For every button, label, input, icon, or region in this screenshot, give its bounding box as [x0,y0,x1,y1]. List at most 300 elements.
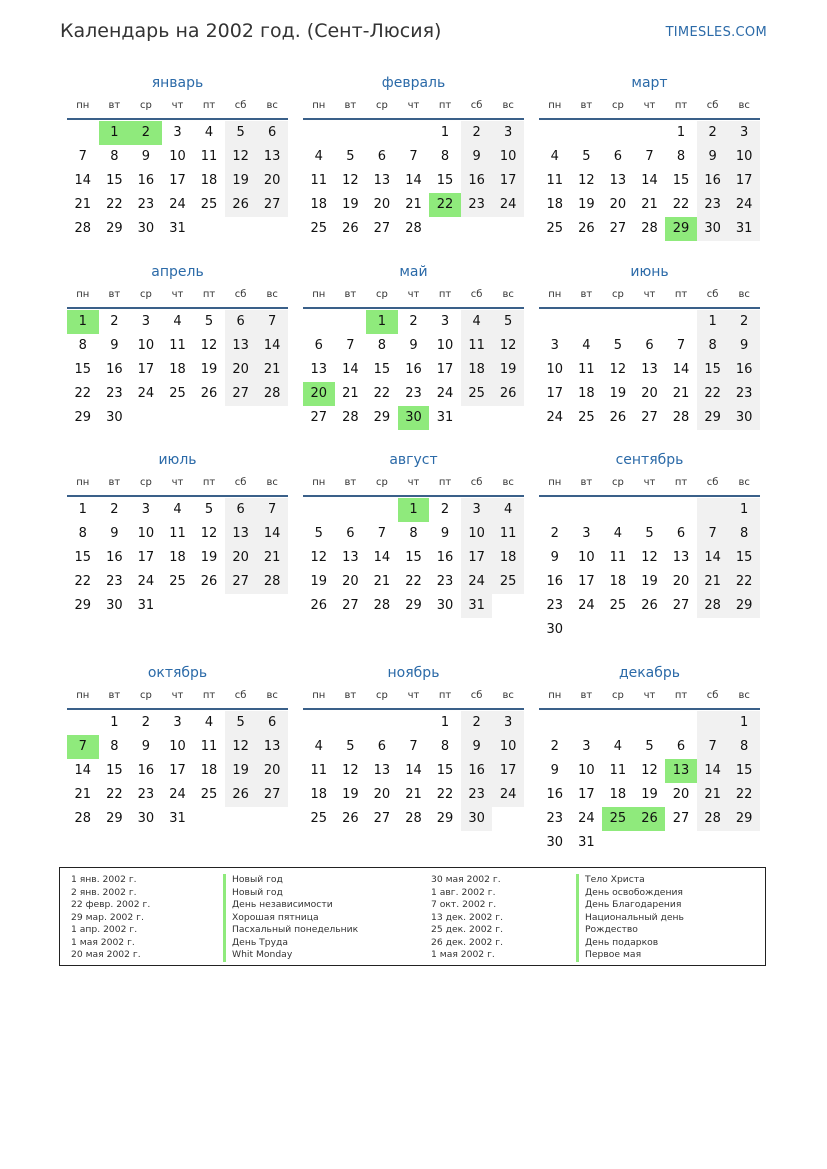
weekday-header [303,686,524,710]
day-cell: 2 [461,121,493,145]
day-cell: 6 [613,149,623,164]
day-cell: 21 [256,358,288,382]
day-cell: 4 [613,526,623,541]
holiday-date: 1 мая 2002 г. [431,949,495,960]
day-cell: 15 [74,550,92,565]
day-cell: 23 [546,598,564,613]
month-calendar [539,447,760,642]
day-cell: 28 [256,382,288,406]
brand-link[interactable]: TIMESLES.COM [665,25,767,40]
day-cell: 19 [200,550,218,565]
weekday-label: пн [76,100,90,111]
month-calendar [67,660,288,831]
empty-cell [398,121,430,145]
weekday-label: пт [202,477,216,488]
weekday-label: вт [580,477,593,488]
day-cell: 18 [609,787,627,802]
day-cell: 25 [310,221,328,236]
day-cell: 13 [225,334,257,358]
day-cell: 22 [697,382,729,406]
empty-cell [634,711,666,735]
day-cell: 22 [728,783,760,807]
day-cell: 10 [492,145,524,169]
day-cell: 26 [225,783,257,807]
day-cell: 28 [672,410,690,425]
day-cell: 25 [578,410,595,425]
day-cell: 2 [409,314,418,329]
day-cell: 18 [310,787,328,802]
day-cell: 24 [546,410,564,425]
empty-cell [602,831,634,855]
day-cell: 24 [436,386,454,401]
holiday-name: Тело Христа [576,874,684,887]
weekday-label: вт [344,289,357,300]
weekday-label: сб [234,100,247,111]
day-cell: 7 [78,149,87,164]
empty-cell [193,594,225,618]
day-cell: 3 [461,498,493,522]
day-cell: 1 [398,498,430,522]
day-cell: 17 [169,173,186,188]
day-cell: 3 [173,125,182,140]
day-cell: 16 [728,358,760,382]
day-cell: 1 [728,711,760,735]
weekday-header [67,473,288,497]
month-name: март [631,75,668,91]
day-cell: 19 [641,574,658,589]
empty-cell [366,711,398,735]
day-cell: 6 [225,498,257,522]
day-cell: 16 [461,759,493,783]
day-cell: 23 [728,382,760,406]
weekday-label: вт [108,477,121,488]
empty-cell [602,711,634,735]
day-cell: 30 [137,811,155,826]
weekday-label: чт [643,477,656,488]
day-cell: 11 [609,550,627,565]
day-cell: 18 [461,358,493,382]
day-cell: 26 [310,598,328,613]
day-cell: 4 [173,314,182,329]
holiday-name: Новый год [223,874,358,887]
weekday-label: пт [674,690,688,701]
day-cell: 27 [342,598,359,613]
day-cell: 30 [106,598,123,613]
weekday-label: сб [706,100,719,111]
days-grid [67,498,288,618]
day-cell: 23 [137,787,155,802]
empty-cell [539,121,571,145]
day-cell: 1 [110,715,119,730]
day-cell: 5 [613,338,623,353]
month-calendar [67,447,288,618]
day-cell: 25 [200,197,218,212]
empty-cell [429,217,461,241]
day-cell: 30 [697,217,729,241]
day-cell: 15 [728,759,760,783]
empty-cell [665,310,697,334]
day-cell: 13 [256,145,288,169]
day-cell: 21 [405,787,422,802]
day-cell: 15 [74,362,92,377]
day-cell: 23 [461,783,493,807]
empty-cell [697,711,729,735]
day-cell: 29 [728,807,760,831]
day-cell: 18 [169,550,186,565]
day-cell: 14 [74,173,92,188]
day-cell: 11 [609,763,627,778]
day-cell: 11 [310,763,328,778]
weekday-label: чт [643,100,656,111]
weekday-label: пт [202,100,216,111]
day-cell: 28 [74,221,92,236]
day-cell: 26 [609,410,627,425]
day-cell: 1 [366,310,398,334]
month-calendar [303,70,524,241]
empty-cell [665,831,697,855]
empty-cell [335,121,367,145]
weekday-label: вт [580,289,593,300]
day-cell: 6 [256,121,288,145]
empty-cell [193,217,225,241]
month-name: октябрь [147,665,208,681]
day-cell: 21 [74,787,92,802]
empty-cell [728,831,760,855]
weekday-label: чт [171,100,184,111]
weekday-label: вс [266,289,278,300]
day-cell: 17 [461,546,493,570]
day-cell: 4 [492,498,524,522]
day-cell: 19 [342,787,359,802]
day-cell: 23 [106,574,123,589]
legend-names-left [223,874,358,962]
day-cell: 7 [67,735,99,759]
day-cell: 29 [74,598,92,613]
month-calendar [539,259,760,430]
empty-cell [303,121,335,145]
day-cell: 16 [405,362,422,377]
month-name: декабрь [618,665,681,681]
day-cell: 26 [634,807,666,831]
day-cell: 6 [645,338,654,353]
day-cell: 12 [200,338,218,353]
weekday-label: пт [438,289,452,300]
day-cell: 11 [461,334,493,358]
day-cell: 12 [609,362,627,377]
day-cell: 17 [436,362,454,377]
days-grid [539,711,760,855]
day-cell: 26 [342,811,359,826]
day-cell: 17 [137,550,155,565]
holiday-date: 2 янв. 2002 г. [71,886,137,898]
day-cell: 5 [204,502,214,517]
day-cell: 31 [436,410,454,425]
day-cell: 26 [225,193,257,217]
empty-cell [335,498,367,522]
day-cell: 14 [641,173,658,188]
day-cell: 12 [641,550,658,565]
day-cell: 16 [697,169,729,193]
weekday-label: пт [674,289,688,300]
day-cell: 3 [492,121,524,145]
weekday-header [303,96,524,120]
weekday-label: вт [580,100,593,111]
weekday-header [539,285,760,309]
day-cell: 4 [314,149,323,164]
day-cell: 23 [436,574,454,589]
empty-cell [539,310,571,334]
day-cell: 18 [609,574,627,589]
day-cell: 3 [582,739,591,754]
weekday-label: пн [76,477,90,488]
day-cell: 15 [106,763,123,778]
month-calendar [303,447,524,618]
weekday-label: ср [139,690,152,701]
day-cell: 26 [200,386,218,401]
day-cell: 7 [409,149,418,164]
day-cell: 22 [373,386,391,401]
empty-cell [492,594,524,618]
day-cell: 25 [492,570,524,594]
day-cell: 21 [342,386,359,401]
day-cell: 31 [169,811,186,826]
day-cell: 3 [440,314,450,329]
day-cell: 8 [377,338,387,353]
day-cell: 16 [436,550,454,565]
day-cell: 13 [373,763,391,778]
day-cell: 18 [200,173,218,188]
day-cell: 23 [546,811,564,826]
day-cell: 7 [346,338,355,353]
day-cell: 24 [578,598,595,613]
weekday-label: вт [344,100,357,111]
day-cell: 28 [405,221,422,236]
weekday-label: вс [266,477,278,488]
day-cell: 17 [492,759,524,783]
empty-cell [634,498,666,522]
weekday-header [67,686,288,710]
day-cell: 19 [342,197,359,212]
day-cell: 20 [373,197,391,212]
day-cell: 28 [373,598,391,613]
day-cell: 27 [641,410,658,425]
empty-cell [366,498,398,522]
day-cell: 7 [377,526,387,541]
day-cell: 16 [137,173,155,188]
weekday-label: пн [312,100,326,111]
weekday-label: чт [171,289,184,300]
weekday-label: пт [202,289,216,300]
day-cell: 8 [440,149,450,164]
empty-cell [571,618,603,642]
month-calendar [539,70,760,241]
empty-cell [366,121,398,145]
month-name: февраль [381,75,446,91]
empty-cell [67,711,99,735]
empty-cell [634,831,666,855]
weekday-label: пт [674,100,688,111]
day-cell: 25 [169,386,186,401]
weekday-label: сб [470,289,483,300]
month-name: ноябрь [387,665,440,681]
day-cell: 1 [728,498,760,522]
day-cell: 4 [550,149,559,164]
weekday-label: вт [108,690,121,701]
day-cell: 17 [546,386,564,401]
days-grid [539,310,760,430]
day-cell: 28 [342,410,359,425]
day-cell: 2 [697,121,729,145]
day-cell: 21 [641,197,658,212]
weekday-label: пт [438,100,452,111]
weekday-label: сб [470,690,483,701]
day-cell: 12 [342,763,359,778]
day-cell: 2 [440,502,450,517]
day-cell: 14 [256,522,288,546]
empty-cell [539,711,571,735]
day-cell: 14 [405,763,422,778]
empty-cell [256,807,288,831]
day-cell: 15 [672,173,690,188]
day-cell: 9 [440,526,450,541]
day-cell: 1 [697,310,729,334]
day-cell: 21 [672,386,690,401]
day-cell: 11 [310,173,328,188]
empty-cell [67,121,99,145]
day-cell: 9 [461,735,493,759]
holiday-name: День Благодарения [576,899,684,912]
day-cell: 2 [461,711,493,735]
day-cell: 27 [373,811,391,826]
day-cell: 27 [310,410,328,425]
day-cell: 19 [200,362,218,377]
day-cell: 22 [74,574,92,589]
weekday-label: ср [611,289,624,300]
legend-names-right [576,874,684,962]
day-cell: 29 [665,217,697,241]
empty-cell [571,498,603,522]
day-cell: 12 [225,145,257,169]
day-cell: 6 [225,310,257,334]
day-cell: 19 [609,386,627,401]
day-cell: 3 [550,338,559,353]
day-cell: 6 [676,526,686,541]
day-cell: 21 [256,546,288,570]
weekday-label: вс [502,100,514,111]
weekday-label: вт [344,690,357,701]
month-name: август [389,452,438,468]
weekday-header [539,686,760,710]
holiday-name: Хорошая пятница [223,912,358,925]
month-name: январь [151,75,204,91]
day-cell: 12 [492,334,524,358]
weekday-label: сб [706,477,719,488]
holiday-date: 25 дек. 2002 г. [431,924,504,935]
day-cell: 29 [405,598,422,613]
day-cell: 24 [169,787,186,802]
weekday-label: чт [171,477,184,488]
weekday-label: пн [312,289,326,300]
weekday-header [67,285,288,309]
weekday-label: пт [674,477,688,488]
empty-cell [665,711,697,735]
weekday-label: вс [266,690,278,701]
day-cell: 29 [106,811,123,826]
day-cell: 2 [110,314,119,329]
holiday-legend [59,867,766,966]
day-cell: 13 [225,522,257,546]
day-cell: 1 [67,310,99,334]
holiday-name: Новый год [223,887,358,900]
day-cell: 16 [137,763,155,778]
weekday-label: ср [375,100,388,111]
day-cell: 20 [641,386,658,401]
day-cell: 3 [141,314,151,329]
empty-cell [303,310,335,334]
weekday-label: пт [438,690,452,701]
days-grid [303,711,524,831]
holiday-name: Пасхальный понедельник [223,924,358,937]
weekday-label: вт [108,289,121,300]
weekday-label: пн [312,477,326,488]
day-cell: 15 [728,546,760,570]
month-calendar [67,259,288,430]
day-cell: 4 [204,125,214,140]
weekday-label: ср [375,289,388,300]
weekday-label: вс [502,477,514,488]
holiday-name: День подарков [576,937,684,950]
empty-cell [162,406,194,430]
empty-cell [602,121,634,145]
day-cell: 10 [137,526,155,541]
empty-cell [225,807,257,831]
weekday-label: чт [407,477,420,488]
holiday-name: Whit Monday [223,949,358,962]
day-cell: 5 [492,310,524,334]
weekday-label: пн [312,690,326,701]
empty-cell [697,831,729,855]
day-cell: 12 [578,173,595,188]
weekday-label: ср [375,477,388,488]
day-cell: 18 [200,763,218,778]
day-cell: 20 [225,546,257,570]
day-cell: 26 [641,598,658,613]
empty-cell [130,406,162,430]
day-cell: 30 [106,410,123,425]
day-cell: 20 [609,197,627,212]
day-cell: 18 [578,386,595,401]
day-cell: 5 [645,739,654,754]
day-cell: 2 [110,502,119,517]
day-cell: 12 [342,173,359,188]
day-cell: 20 [225,358,257,382]
weekday-label: вт [344,477,357,488]
holiday-name: Первое мая [576,949,684,962]
day-cell: 16 [106,550,123,565]
day-cell: 24 [492,783,524,807]
day-cell: 27 [256,193,288,217]
weekday-label: пн [76,289,90,300]
day-cell: 14 [697,546,729,570]
weekday-label: ср [139,477,152,488]
day-cell: 5 [314,526,323,541]
weekday-label: вс [738,477,750,488]
day-cell: 18 [492,546,524,570]
empty-cell [225,594,257,618]
day-cell: 7 [676,338,686,353]
empty-cell [602,618,634,642]
day-cell: 11 [492,522,524,546]
